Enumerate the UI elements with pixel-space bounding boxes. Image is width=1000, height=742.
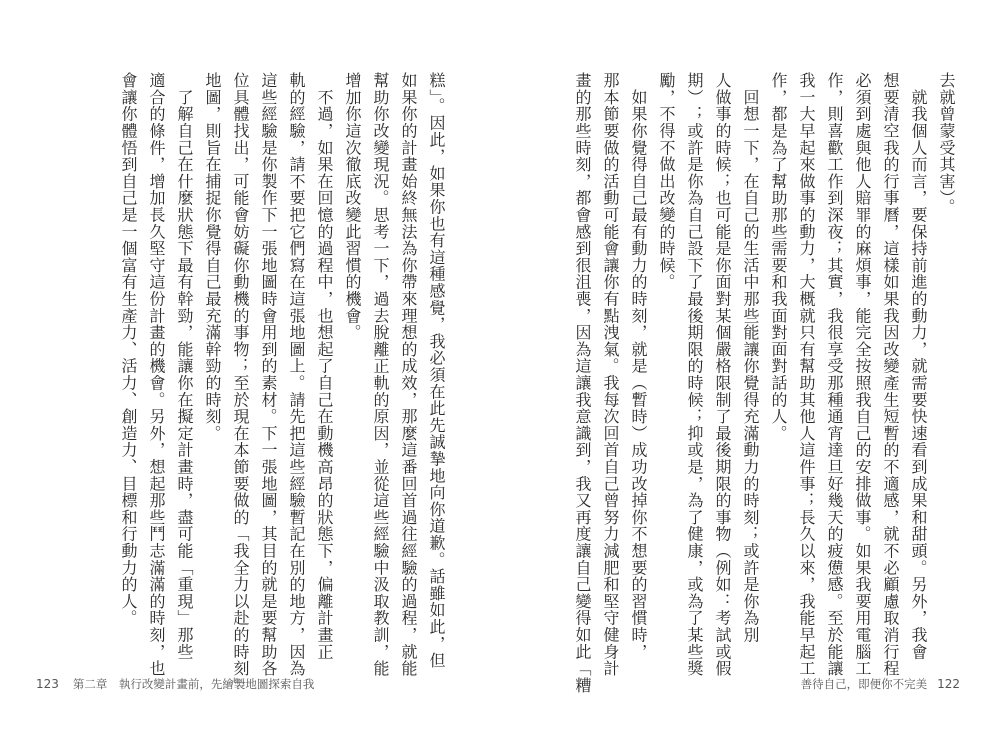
text-column: 會讓你體悟到自己是一個富有生產力、活力、創造力、目標和行動力的人。 — [119, 72, 138, 627]
text-column: 地圖，則旨在捕捉你覺得自己最充滿幹勁的時刻。 — [203, 72, 222, 442]
text-column: 去就曾蒙受其害）。 — [937, 72, 956, 216]
text-column: 我一大早起來做事的動力，大概就只有幫助其他人這件事；長久以來，我能早起工 — [797, 72, 816, 677]
text-column: 了解自己在什麼狀態下最有幹勁，能讓你在擬定計畫時，盡可能「重現」那些 — [175, 72, 194, 660]
page-number: 122 — [937, 677, 960, 691]
text-column: 那本節要做的活動可能會讓你有點洩氣。我每次回首自己曾努力減肥和堅守健身計 — [601, 72, 620, 677]
text-column: 糕」。因此，如果你也有這種感覺，我必須在此先誠摯地向你道歉。話雖如此，但 — [427, 72, 446, 669]
text-column: 人做事的時候；也可能是你面對某個嚴格限制了最後期限的事物（例如：考試或假 — [713, 72, 732, 677]
page-footer — [801, 676, 960, 692]
text-column: 作，都是為了幫助那些需要和我面對面對話的人。 — [769, 72, 788, 442]
right-page — [500, 0, 1000, 742]
text-column: 適合的條件，增加長久堅守這份計畫的機會。另外，想起那些鬥志滿滿的時刻，也 — [147, 72, 166, 677]
page-number: 123 — [36, 677, 59, 691]
text-column: 這些經驗是你製作下一張地圖時會用到的素材。下一張地圖，其目的就是要幫助各 — [259, 72, 278, 677]
text-column: 想要清空我的行事曆，這樣如果我因改變產生短暫的不適感，就不必顧慮取消行程 — [881, 72, 900, 677]
text-column: 幫助你改變現況。思考一下，過去脫離正軌的原因，並從這些經驗中汲取教訓，能 — [371, 72, 390, 677]
running-title: 第二章 執行改變計畫前，先繪製地圖探索自我 — [72, 677, 315, 691]
text-column: 作，則喜歡工作到深夜；其實，我很享受那種通宵達旦好幾天的疲憊感。至於能讓 — [825, 72, 844, 677]
text-column: 期）；或許是你為自己設下了最後期限的時候；抑或是，為了健康，或為了某些獎 — [685, 72, 704, 677]
text-column: 畫的那些時刻，都會感到很沮喪，因為這讓我意識到，我又再度讓自己變得如此「糟 — [573, 72, 592, 694]
text-column: 增加你這次徹底改變此習慣的機會。 — [343, 72, 362, 341]
text-column: 必須到處與他人賠罪的麻煩事，能完全按照我自己的安排做事。如果我要用電腦工 — [853, 72, 872, 677]
text-column: 軌的經驗，請不要把它們寫在這張地圖上。請先把這些經驗暫記在別的地方，因為 — [287, 72, 306, 677]
page-footer — [36, 676, 314, 692]
text-column: 如果你的計畫始終無法為你帶來理想的成效，那麼這番回首過往經驗的過程，就能 — [399, 72, 418, 677]
text-column: 勵，不得不做出改變的時候。 — [657, 72, 676, 291]
text-column: 就我個人而言，要保持前進的動力，就需要快速看到成果和甜頭。另外，我會 — [909, 72, 928, 660]
text-column: 位具體找出，可能會妨礙你動機的事物；至於現在本節要做的「我全力以赴的時刻」 — [231, 72, 250, 694]
running-title: 善待自己，即便你不完美 — [800, 677, 928, 691]
text-column: 回想一下，在自己的生活中那些能讓你覺得充滿動力的時刻；或許是你為別 — [741, 72, 760, 644]
text-column: 如果你覺得自己最有動力的時刻，就是（暫時）成功改掉你不想要的習慣時， — [629, 72, 648, 660]
text-column: 不過，如果在回憶的過程中，也想起了自己在動機高昂的狀態下，偏離計畫正 — [315, 72, 334, 660]
